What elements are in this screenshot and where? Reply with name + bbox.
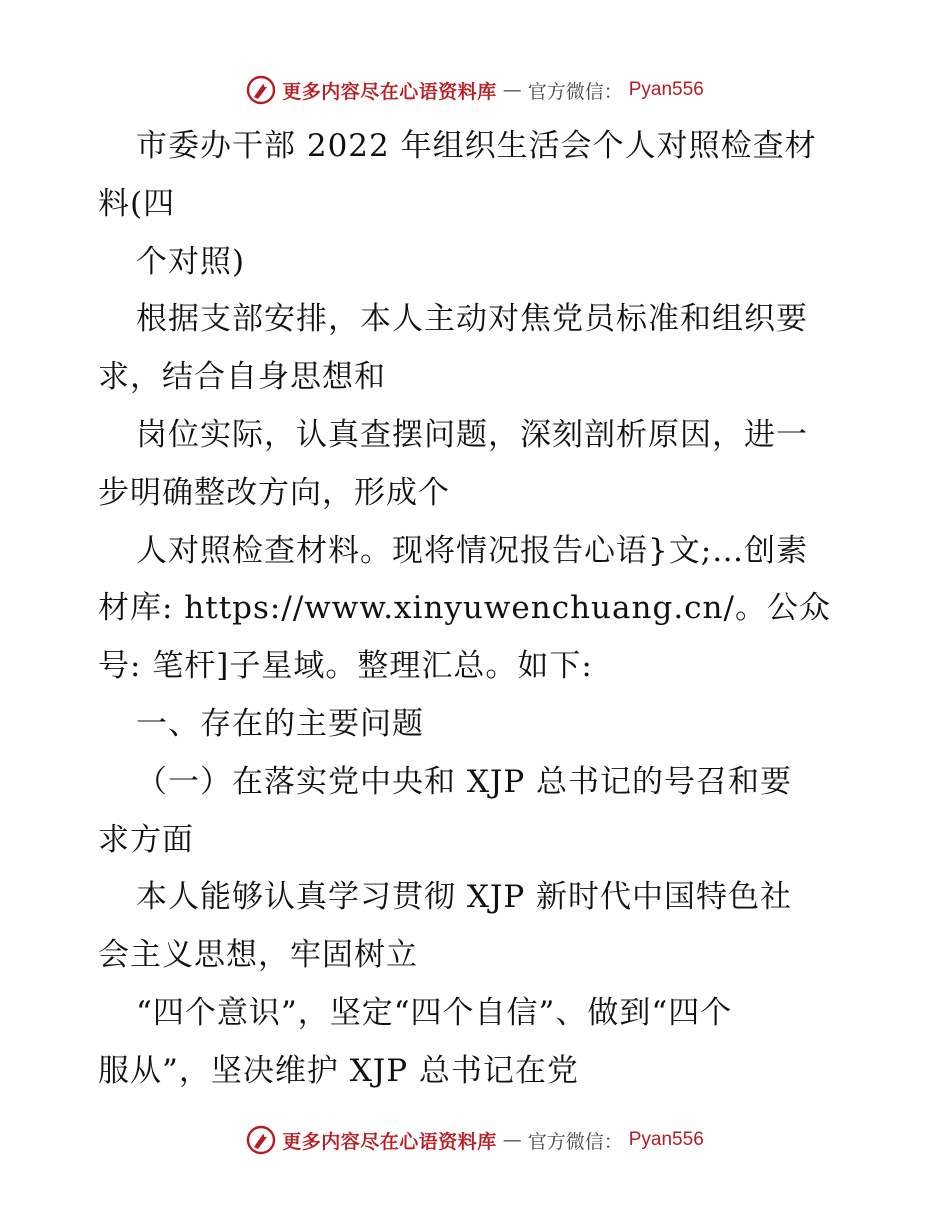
document-line: 求，结合自身思想和	[98, 359, 386, 396]
document-line: 人对照检查材料。现将情况报告心语}文;…创素	[136, 532, 809, 569]
banner-separator: —	[502, 1129, 522, 1151]
document-line: “四个意识”，坚定“四个自信”、做到“四个	[136, 994, 733, 1031]
document-line: 材库: https://www.xinyuwenchuang.cn/。公众	[98, 590, 831, 627]
document-line: 会主义思想，牢固树立	[98, 937, 418, 974]
banner-main-text: 更多内容尽在心语资料库	[282, 1130, 497, 1153]
document-line: 料(四	[98, 185, 176, 222]
document-line: 根据支部安排，本人主动对焦党员标准和组织要	[136, 301, 808, 338]
header-banner	[0, 72, 950, 108]
document-line: 一、存在的主要问题	[136, 705, 424, 742]
footer-banner	[0, 1122, 950, 1158]
document-body	[98, 118, 858, 1101]
banner-separator: —	[502, 79, 522, 101]
document-line: 服从”，坚决维护 XJP 总书记在党	[98, 1052, 579, 1089]
document-line: 步明确整改方向，形成个	[98, 474, 450, 511]
document-line: （一）在落实党中央和 XJP 总书记的号召和要	[136, 763, 793, 800]
document-line: 个对照)	[136, 243, 246, 280]
document-line: 市委办干部 2022 年组织生活会个人对照检查材	[136, 128, 817, 164]
pen-nib-logo-icon	[246, 75, 276, 105]
banner-wechat-id: Pyan556	[628, 79, 704, 100]
banner-wechat-id: Pyan556	[628, 1129, 704, 1150]
banner-main-text: 更多内容尽在心语资料库	[282, 80, 497, 103]
document-line: 号: 笔杆]子星域。整理汇总。如下:	[98, 648, 593, 685]
document-line: 岗位实际，认真查摆问题，深刻剖析原因，进一	[136, 416, 808, 453]
document-line: 本人能够认真学习贯彻 XJP 新时代中国特色社	[136, 879, 793, 916]
banner-official-label: 官方微信：	[527, 1130, 623, 1153]
pen-nib-logo-icon	[246, 1125, 276, 1155]
banner-official-label: 官方微信：	[527, 80, 623, 103]
document-line: 求方面	[98, 821, 194, 858]
